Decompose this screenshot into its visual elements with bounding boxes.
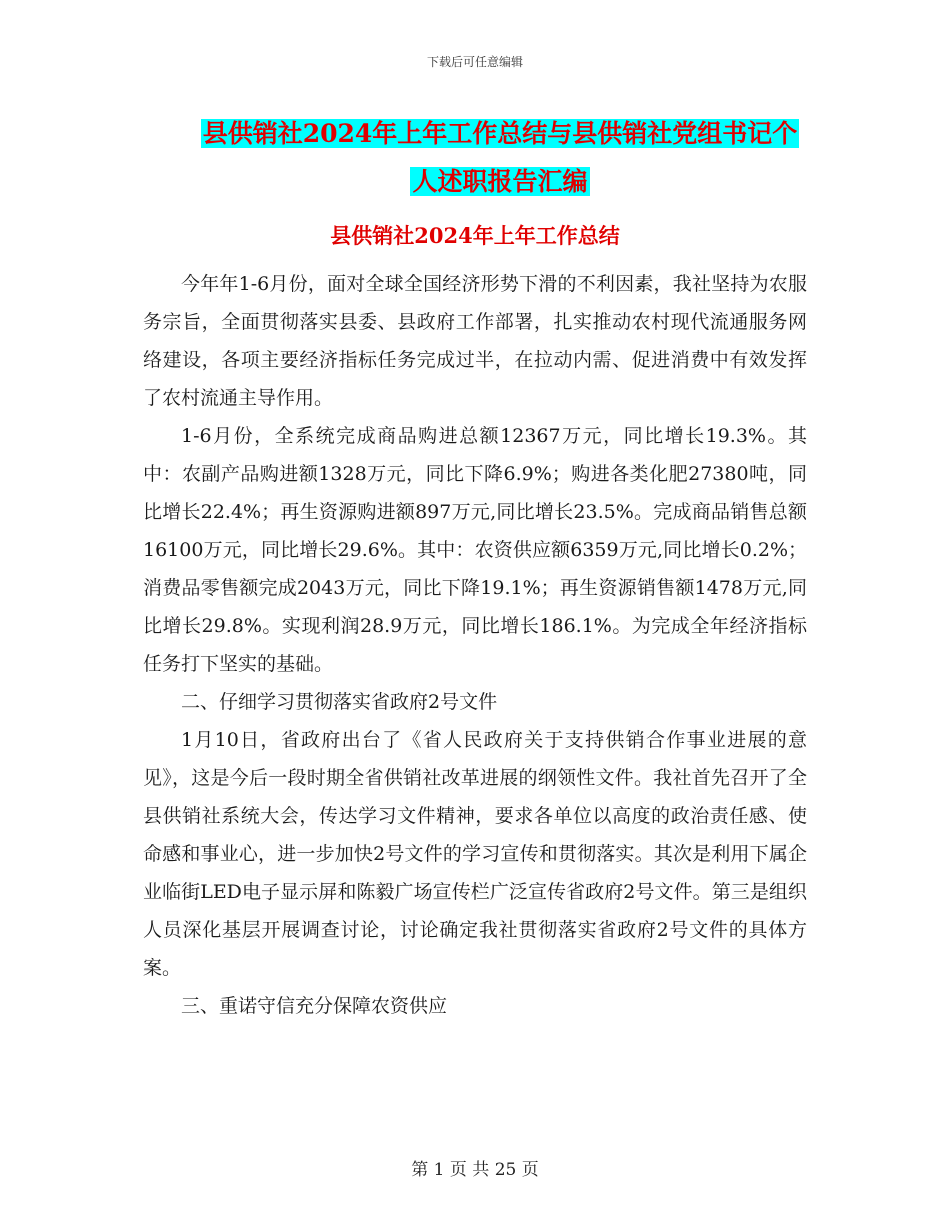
page-header-note: 下载后可任意编辑 [426,55,523,69]
paragraph-heading: 三、重诺守信充分保障农资供应 [181,995,448,1017]
document-title-line1: 县供销社2024年上年工作总结与县供销社党组书记个 [202,119,798,148]
document-title-line2: 人述职报告汇编 [412,167,588,196]
body-text [143,265,807,1025]
section-title: 县供销社2024年上年工作总结 [330,223,620,248]
paragraph: 1-6月份，全系统完成商品购进总额12367万元，同比增长19.3%。其中：农副产品购进额1328万元，同比下降6.9%；购进各类化肥27380吨，同比增长22.4%；再生资源购进额897万元,同比增长23.5%。完成商品销售总额16100万元，同比增长29.6%。其中：农资供应额6359万元,同比增长0.2%；消费品零售额完成2043万元，同比下降19.1%；再生资源销售额1478万元,同比增长29.8%。实现利润28.9万元，同比增长186.1%。为完成全年经济指标任务打下坚实的基础。 [143,425,807,675]
document-title [140,110,860,206]
page-number: 第 1 页 共 25 页 [411,1160,539,1180]
paragraph: 1月10日，省政府出台了《省人民政府关于支持供销合作事业进展的意见》，这是今后一段时期全省供销社改革进展的纲领性文件。我社首先召开了全县供销社系统大会，传达学习文件精神，要求各单位以高度的政治责任感、使命感和事业心，进一步加快2号文件的学习宣传和贯彻落实。其次是利用下属企业临街LED电子显示屏和陈毅广场宣传栏广泛宣传省政府2号文件。第三是组织人员深化基层开展调查讨论，讨论确定我社贯彻落实省政府2号文件的具体方案。 [143,729,807,979]
paragraph-heading: 二、仔细学习贯彻落实省政府2号文件 [181,691,498,713]
paragraph: 今年年1-6月份，面对全球全国经济形势下滑的不利因素，我社坚持为农服务宗旨，全面贯彻落实县委、县政府工作部署，扎实推动农村现代流通服务网络建设，各项主要经济指标任务完成过半，在拉动内需、促进消费中有效发挥了农村流通主导作用。 [143,273,807,409]
